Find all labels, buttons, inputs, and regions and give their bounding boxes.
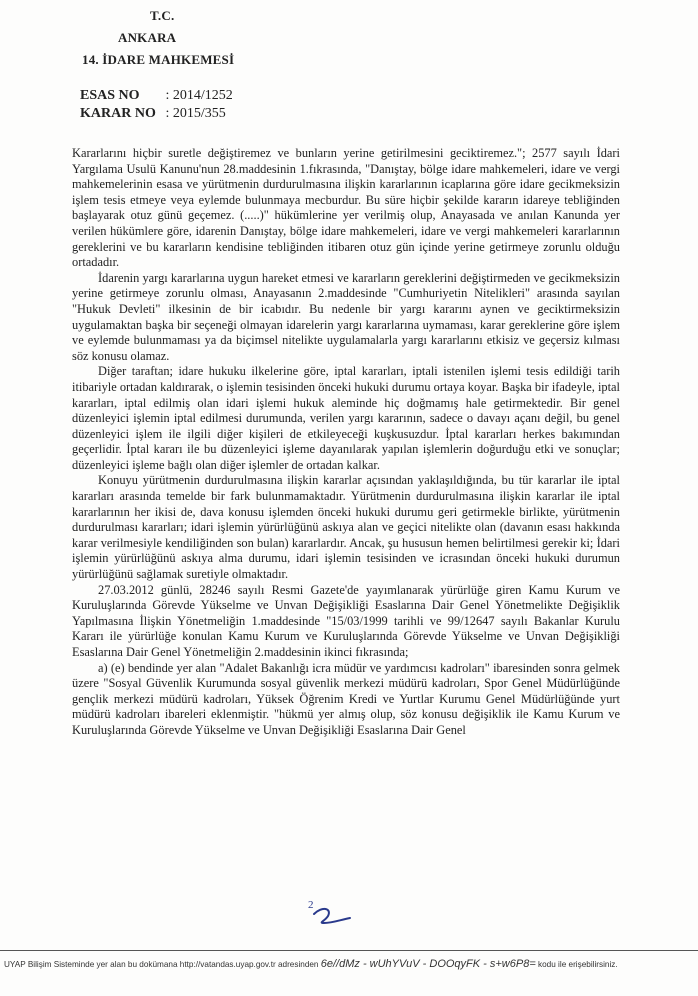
paragraph-1: Kararlarını hiçbir suretle değiştiremez ve bunların yerine getirilmesini geciktiremez."; 2577 sayılı İdari Yargılama Usulü Kanunu'nun 28.maddesinin 1.fıkrasında, "Danıştay, bölge idare mahkemeleri, idare ve vergi mahkemelerinin esasa ve yürütmenin durdurulmasına ilişkin kararlarının icaplarına göre idare gecikmeksizin işlem tesis etmeye veya eylemde bulunmaya mecburdur. Bu süre hiçbir şekilde kararın idareye tebliğinden başlayarak otuz günü geçemez. (.....)" hükümlerine yer verilmiş olup, Anayasada ve anılan Kanunda yer verilen hükümlere göre, idarenin Danıştay, bölge idare mahkemeleri, idare ve vergi mahkemeleri kararlarının gereklerini ve bu kararların kendisine tebliğinden itibaren otuz gün içinde yerine getirmeye zorunlu olduğu ortadadır. [72, 146, 620, 270]
karar-no-label: KARAR NO [80, 106, 156, 121]
karar-no-row [80, 106, 226, 122]
footer-access-code: 6e//dMz - wUhYVuV - DOOqyFK - s+w6P8= [320, 958, 536, 970]
header-city: ANKARA [118, 30, 177, 45]
footer-text: UYAP Bilişim Sisteminde yer alan bu dokümana http://vatandas.uyap.gov.tr adresinden [4, 960, 319, 969]
page-number-handwritten [306, 896, 366, 926]
esas-no-row [80, 88, 233, 104]
paragraph-4: Konuyu yürütmenin durdurulmasına ilişkin kararlar açısından yaklaşıldığında, bu tür kararlar ile iptal kararları arasında temelde bir fark bulunmamaktadır. Yürütmenin durdurulmasına ilişkin kararlar ile iptal kararlarının her ikisi de, dava konusu işlemden önceki hukuki durumu geri getirmekle birlikte, yürütmenin durdurulması kararları; idari işlemin yürürlüğünü askıya alan ve geçici nitelikte olan (davanın esası hakkında karar verilmesiyle kendiliğinden son bulan) kararlardır. Ancak, şu hususun hemen belirtilmesi gerekir ki; İdari işlemin yürürlüğünü askıya alma durumu, idari işlemin tesisinden ve icrasından önceki hukuki durumun yürürlüğünü sağlamak suretiyle olmaktadır. [72, 473, 620, 582]
footer-suffix: kodu ile erişebilirsiniz. [538, 960, 618, 969]
esas-no-label: ESAS NO [80, 88, 140, 103]
paragraph-5: 27.03.2012 günlü, 28246 sayılı Resmi Gazete'de yayımlanarak yürürlüğe giren Kamu Kurum ve Kuruluşlarında Görevde Yükselme ve Unvan Değişikliği Esaslarına Dair Genel Yönetmelikte Değişiklik Yapılmasına İlişkin Yönetmeliğin 1.maddesinde "15/03/1999 tarihli ve 99/12647 sayılı Bakanlar Kurulu Kararı ile yürürlüğe konulan Kamu Kurum ve Kuruluşlarında Görevde Yükselme ve Unvan Değişikliği Esaslarına Dair Genel Yönetmeliğin 2.maddesinin ikinci fıkrasında; [72, 582, 620, 659]
header-country: T.C. [150, 8, 175, 23]
paragraph-6: a) (e) bendinde yer alan "Adalet Bakanlığı icra müdür ve yardımcısı kadroları" ibaresinden sonra gelmek üzere "Sosyal Güvenlik Kurumunda sosyal güvenlik merkezi müdürü kadroları, Spor Genel Müdürlüğünde gençlik merkezi müdürü kadroları, Yüksek Öğrenim Kredi ve Yurtlar Kurumu Genel Müdürlüğünde yurt müdürü kadroları ibareleri eklenmiştir. "hükmü yer almış olup, söz konusu değişiklik ile Kamu Kurum ve Kuruluşlarında Görevde Yükselme ve Unvan Değişikliği Esaslarına Dair Genel [72, 660, 620, 737]
paragraph-2: İdarenin yargı kararlarına uygun hareket etmesi ve kararların gereklerini değiştirmeden ve gecikmeksizin yerine getirmeye zorunlu olması, Anayasanın 2.maddesinde "Cumhuriyetin Nitelikleri" arasında sayılan "Hukuk Devleti" ilkesinin de bir icabıdır. Bu nedenle bir yargı kararını aynen ve geciktirmeksizin uygulamaktan başka bir seçeneği olmayan idarelerin yargı kararlarına uymaması, karar gereklerine göre işlem ve eylemde bulunmaması ya da biçimsel nitelikte uygulamalarla yargı kararlarını etkisiz ve geçersiz kılması söz konusu olamaz. [72, 270, 620, 363]
footer [4, 958, 694, 970]
header-court: 14. İDARE MAHKEMESİ [82, 52, 235, 67]
esas-no-value: : 2014/1252 [165, 88, 233, 103]
document-body [72, 146, 620, 739]
paragraph-3: Diğer taraftan; idare hukuku ilkelerine göre, iptal kararları, iptali istenilen işlemi tesis edildiği tarih itibariyle ortadan kaldırarak, o işlemin tesisinden önceki hukuki durumu ortaya koyar. Başka bir ifadeyle, iptal kararları, iptal edilmiş olan idari işlemi hukuk aleminde hiç doğmamış hale getirmektedir. Bir genel düzenleyici işlemin iptal edilmesi durumunda, verilen yargı kararının, sadece o davayı açanı değil, bu genel düzenleyici işlem ile ilgili diğer kişileri de etkileyeceği kuşkusuzdur. İptal kararları herkes bakımından geçerlidir. İptal kararı ile bu düzenleyici işleme dayanılarak yapılan işlemlerin doğurduğu etki ve sonuçlar; düzenleyici işleme bağlı olan diğer işlemler de ortadan kalkar. [72, 364, 620, 472]
karar-no-value: : 2015/355 [165, 106, 226, 121]
footer-divider [0, 950, 698, 951]
page-number-text: 2 [308, 899, 314, 911]
